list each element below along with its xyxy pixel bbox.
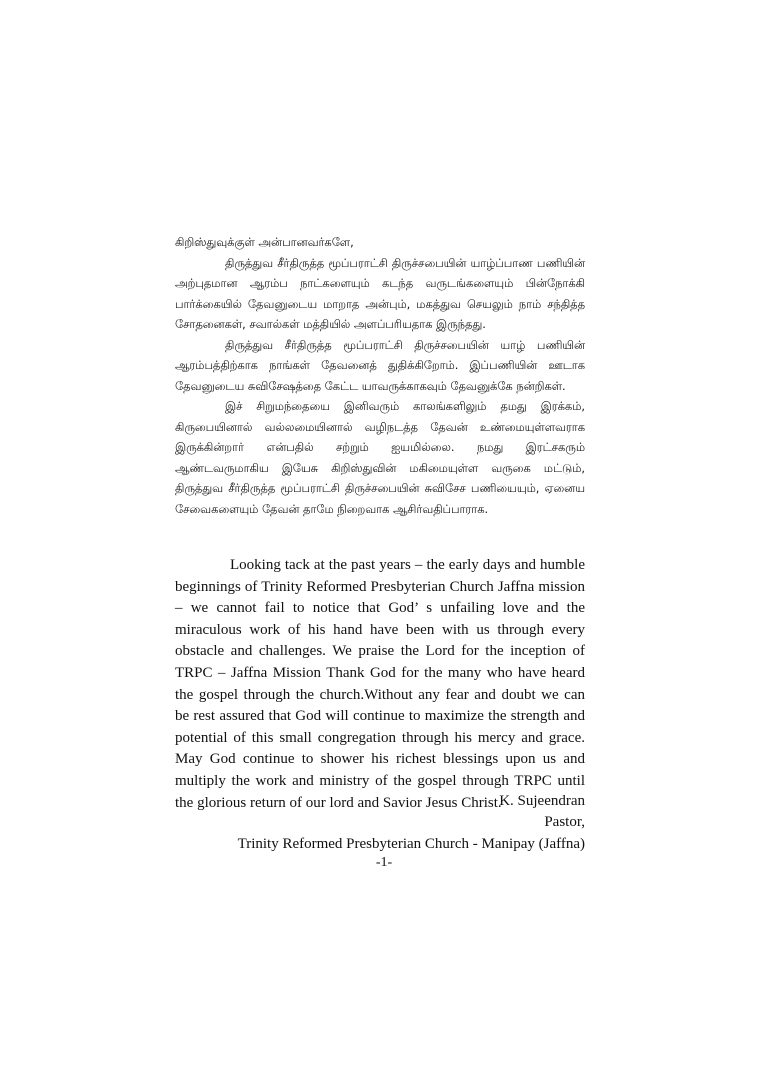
- english-message: [175, 555, 585, 814]
- signature-role: Pastor,: [544, 814, 585, 830]
- tamil-message: [175, 232, 585, 519]
- tamil-paragraph-3: இச் சிறுமந்தையை இனிவரும் காலங்களிலும் தமது இரக்கம், கிருபையினால் வல்லமையினால் வழிநடத்த தேவன் உண்மையுள்ளவராக இருக்கின்றார் என்பதில் சற்றும் ஐயமில்லை. நமது இரட்சகரும் ஆண்டவருமாகிய இயேசு கிறிஸ்துவின் மகிமையுள்ள வருகை மட்டும், திருத்துவ சீர்திருத்த மூப்பராட்சி திருச்சபையின் சுவிசேச பணியையும், ஏனைய சேவைகளையும் தேவன் தாமே நிறைவாக ஆசிர்வதிப்பாராக.: [175, 399, 585, 516]
- page-number: -1-: [375, 855, 393, 870]
- signature-name: K. Sujeendran: [499, 793, 585, 809]
- tamil-paragraph-2: திருத்துவ சீர்திருத்த மூப்பராட்சி திருச்சபையின் யாழ் பணியின் ஆரம்பத்திற்காக நாங்கள் தேவனைத் துதிக்கிறோம். இப்பணியின் ஊடாக தேவனுடைய சுவிசேஷத்தை கேட்ட யாவருக்காகவும் தேவனுக்கே நன்றிகள்.: [175, 337, 585, 393]
- tamil-paragraph-1: திருத்துவ சீர்திருத்த மூப்பராட்சி திருச்சபையின் யாழ்ப்பாண பணியின் அற்புதமான ஆரம்ப நாட்களையும் கடந்த வருடங்களையும் பின்நோக்கி பார்க்கையில் தேவனுடைய மாறாத அன்பும், மகத்துவ செயலும் நாம் சந்தித்த சோதனைகள், சவால்கள் மத்தியில் அளப்பரியதாக இருந்தது.: [175, 255, 585, 331]
- signature-church: Trinity Reformed Presbyterian Church - Manipay (Jaffna): [237, 836, 585, 852]
- tamil-salutation: கிறிஸ்துவுக்குள் அன்பானவர்களே,: [175, 235, 354, 249]
- english-paragraph: Looking tack at the past years – the early days and humble beginnings of Trinity Reformed Presbyterian Church Jaffna mission – we cannot fail to notice that God’ s unfailing love and the miraculous work of his hand have been with us through every obstacle and challenges. We praise the Lord for the inception of TRPC – Jaffna Mission Thank God for the many who have heard the gospel through the church.Without any fear and doubt we can be rest assured that God will continue to maximize the strength and potential of this small congregation through his mercy and grace. May God continue to shower his richest blessings upon us and multiply the work and ministry of the gospel through TRPC until the glorious return of our lord and Savior Jesus Christ.: [175, 557, 585, 811]
